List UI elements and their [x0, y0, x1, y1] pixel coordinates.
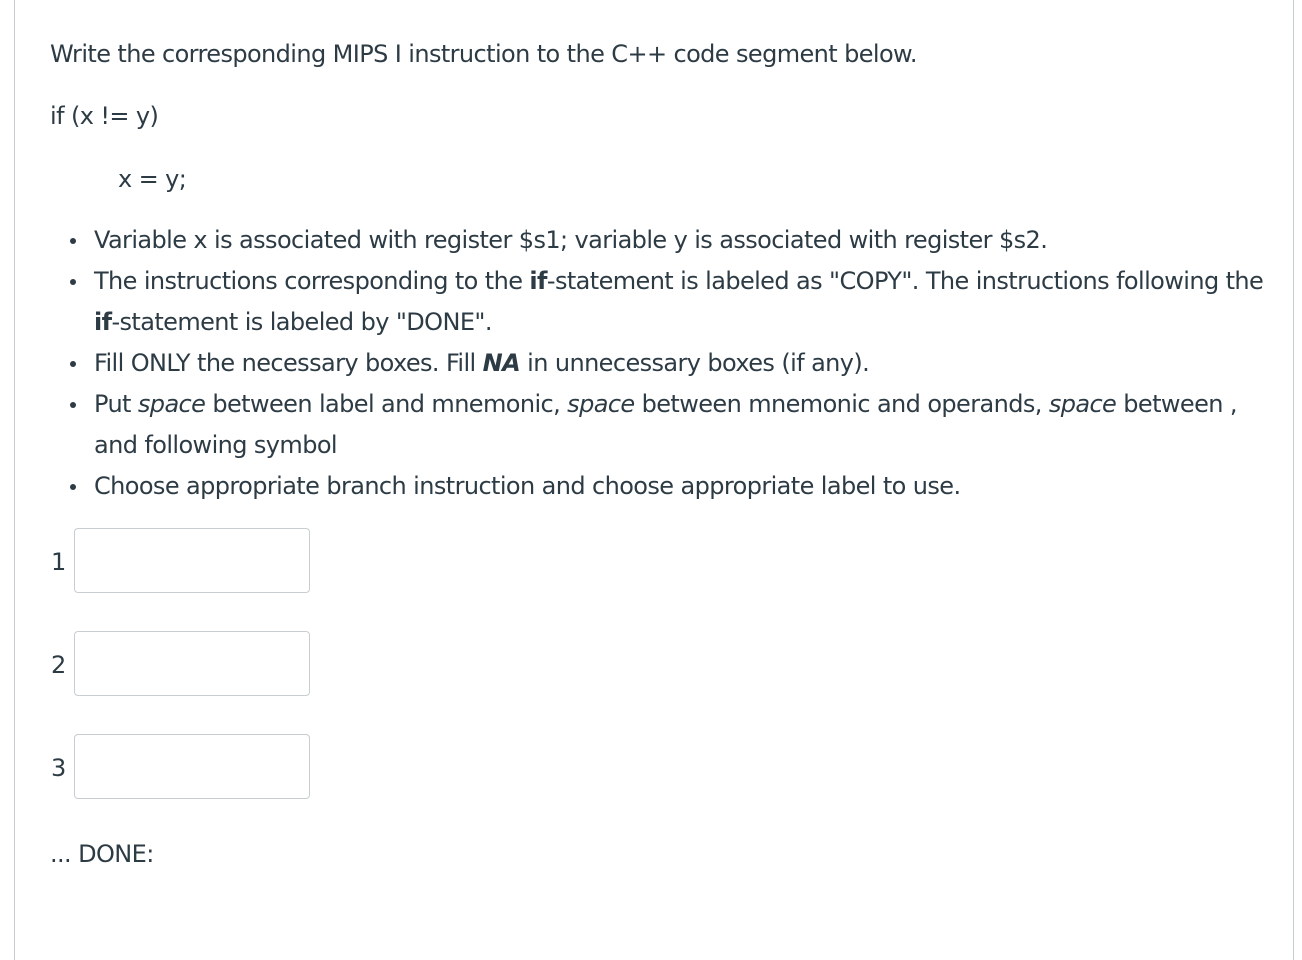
instruction-text: The instructions corresponding to the	[94, 267, 530, 295]
answer-number: 2	[51, 651, 66, 679]
instruction-list	[50, 220, 1275, 507]
instruction-italic-text: space	[1048, 390, 1117, 418]
answer-input-3[interactable]	[74, 734, 310, 799]
instruction-item-registers	[50, 220, 1275, 261]
instruction-item-labels	[50, 261, 1275, 343]
answer-number: 1	[51, 548, 66, 576]
instruction-text: Variable x is associated with register $s1; variable y is associated with register $s2.	[94, 226, 1048, 254]
instruction-text: between , and following symbol	[94, 390, 1237, 459]
done-label: ... DONE:	[50, 840, 154, 868]
question-panel	[14, 0, 1294, 960]
instruction-text: Choose appropriate branch instruction and choose appropriate label to use.	[94, 472, 961, 500]
instruction-bold-text: if	[529, 267, 547, 295]
instruction-italic-text: space	[567, 390, 635, 418]
instruction-text: between mnemonic and operands,	[634, 390, 1049, 418]
instruction-text: between label and mnemonic,	[205, 390, 568, 418]
answer-input-2[interactable]	[74, 631, 310, 696]
code-assign-line: x = y;	[118, 165, 187, 193]
instruction-italic-text: space	[137, 390, 206, 418]
instruction-item-branch	[50, 466, 1275, 507]
answer-input-1[interactable]	[74, 528, 310, 593]
instruction-text: in unnecessary boxes (if any).	[520, 349, 870, 377]
code-if-line: if (x != y)	[50, 102, 159, 130]
instruction-text: Fill ONLY the necessary boxes. Fill	[94, 349, 483, 377]
instruction-emphasis-text: NA	[482, 349, 521, 377]
answer-row-2	[50, 631, 350, 697]
instruction-bold-text: if	[94, 308, 112, 336]
answer-row-3	[50, 734, 350, 800]
instruction-text: -statement is labeled by "DONE".	[111, 308, 492, 336]
instruction-item-spacing	[50, 384, 1275, 466]
question-prompt: Write the corresponding MIPS I instruction to the C++ code segment below.	[50, 40, 917, 68]
answer-number: 3	[51, 754, 66, 782]
instruction-text: Put	[94, 390, 138, 418]
answer-row-1	[50, 528, 350, 594]
instruction-text: -statement is labeled as "COPY". The instructions following the	[546, 267, 1264, 295]
instruction-item-fill	[50, 343, 1275, 384]
